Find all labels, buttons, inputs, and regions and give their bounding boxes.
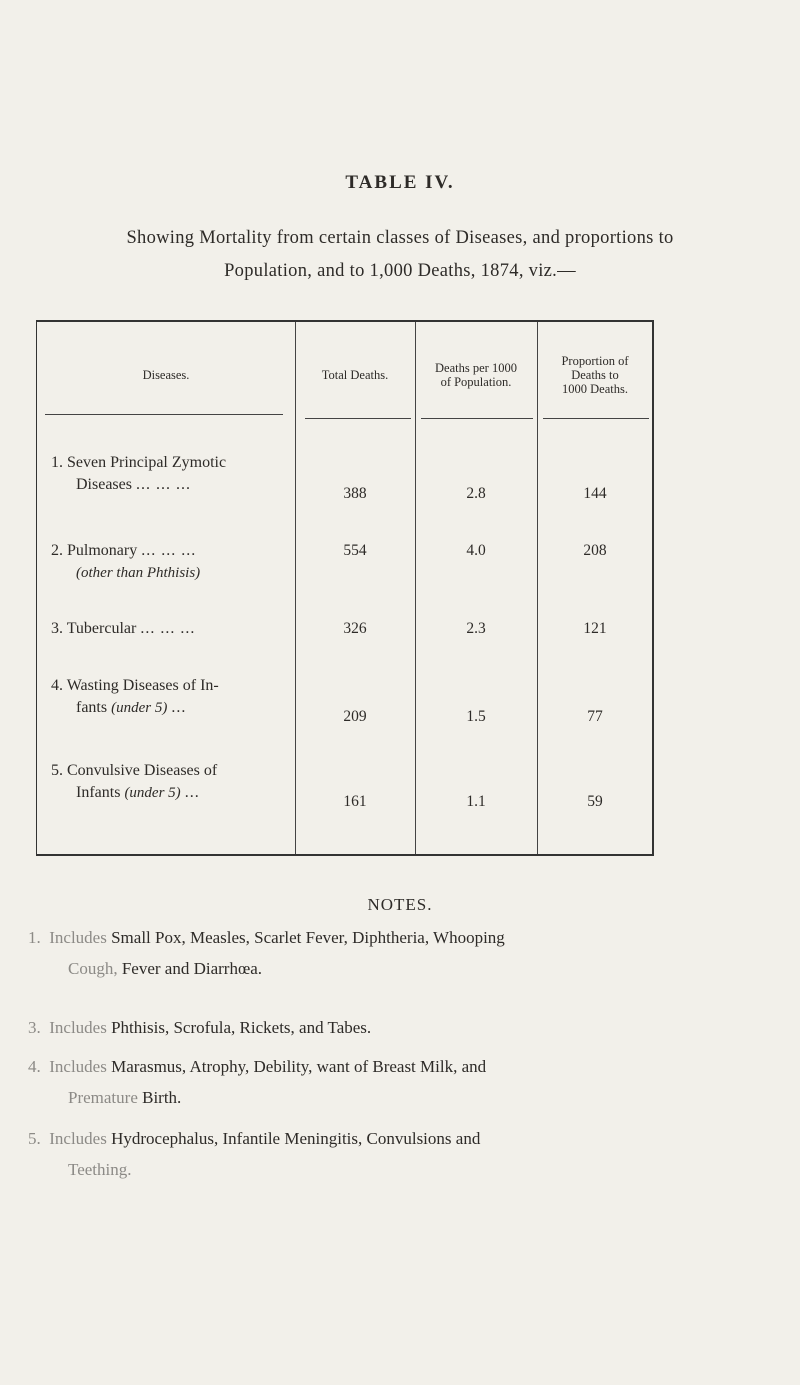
table-cell-per-1000: 2.3 (466, 620, 486, 637)
note-item: 5. Includes Hydrocephalus, Infantile Meningitis, Convulsions and Teething. (28, 1129, 481, 1179)
table-title: TABLE IV. (345, 172, 455, 193)
note-item: 3. Includes Phthisis, Scrofula, Rickets, and Tabes. (28, 1018, 372, 1037)
header-underline (543, 418, 649, 419)
note-item: 4. Includes Marasmus, Atrophy, Debility, want of Breast Milk, and Premature Birth. (28, 1057, 487, 1107)
subtitle-line-2: Population, and to 1,000 Deaths, 1874, viz.— (224, 261, 576, 281)
header-per-1000-line-1: Deaths per 1000 (435, 361, 517, 375)
note-item: 1. Includes Small Pox, Measles, Scarlet Fever, Diphtheria, Whooping Cough, Fever and Diarrhœa. (28, 928, 505, 978)
table-row-disease-name: 2. Pulmonary ... ... ... (other than Phthisis) (51, 542, 201, 581)
header-diseases-label: Diseases. (142, 368, 190, 382)
table-cell-total: 161 (343, 793, 367, 810)
table-subtitle (20, 222, 780, 288)
header-total-deaths (295, 334, 415, 416)
table-cell-proportion: 77 (587, 708, 603, 725)
table-cell-proportion: 144 (583, 485, 607, 502)
header-proportion (537, 334, 653, 416)
mortality-table (36, 320, 654, 856)
header-diseases (37, 334, 295, 416)
header-underline (305, 418, 411, 419)
table-row-disease-name: 1. Seven Principal Zymotic Diseases ... ... ... (51, 454, 227, 493)
header-deaths-per-1000 (415, 334, 537, 416)
table-cell-total: 326 (343, 620, 367, 637)
header-proportion-line-1: Proportion of (561, 354, 629, 368)
header-total-deaths-label: Total Deaths. (321, 368, 389, 382)
header-proportion-line-2: Deaths to (571, 368, 619, 382)
table-cell-per-1000: 2.8 (466, 485, 486, 502)
table-cell-proportion: 121 (583, 620, 607, 637)
table-cell-per-1000: 1.5 (466, 708, 486, 725)
notes-heading: NOTES. (367, 895, 433, 914)
table-row-disease-name: 4. Wasting Diseases of In- fants (under 5) ... (51, 677, 219, 716)
table-cell-per-1000: 1.1 (466, 793, 486, 810)
header-proportion-line-3: 1000 Deaths. (562, 382, 628, 396)
subtitle-line-1: Showing Mortality from certain classes of Diseases, and proportions to (126, 228, 674, 248)
table-cell-per-1000: 4.0 (466, 542, 486, 559)
header-underline (421, 418, 533, 419)
table-row-disease-name: 3. Tubercular ... ... ... (51, 620, 196, 637)
table-row-disease-name: 5. Convulsive Diseases of Infants (under 5) ... (51, 762, 218, 801)
table-cell-total: 209 (343, 708, 367, 725)
table-cell-proportion: 59 (587, 793, 603, 810)
table-cell-total: 554 (343, 542, 367, 559)
table-cell-proportion: 208 (583, 542, 607, 559)
header-per-1000-line-2: of Population. (440, 375, 512, 389)
table-cell-total: 388 (343, 485, 367, 502)
